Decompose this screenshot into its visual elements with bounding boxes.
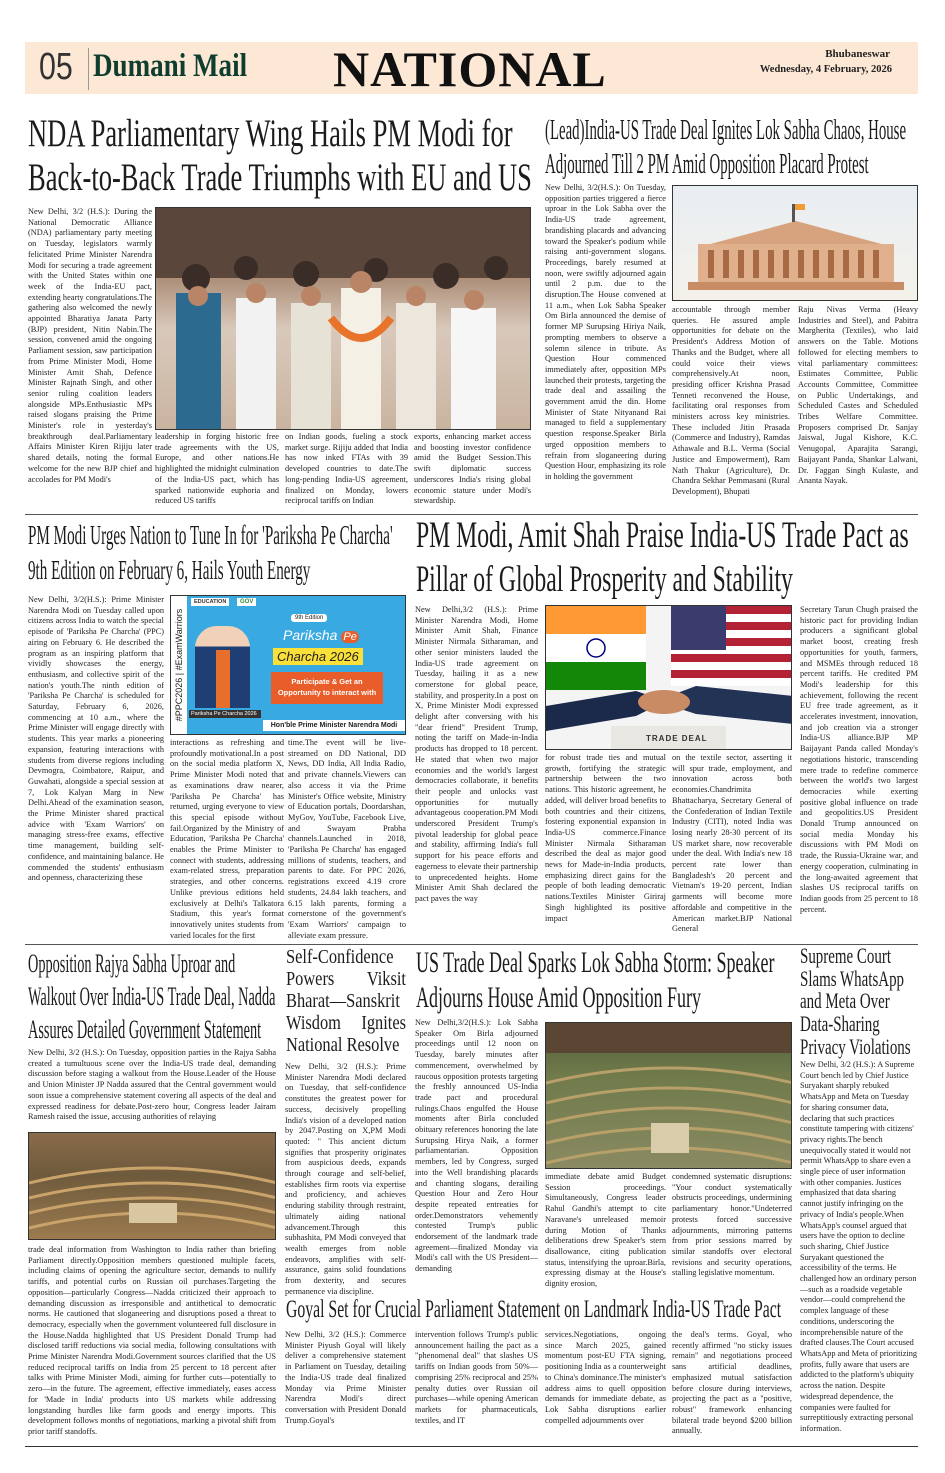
headline-supreme-court bbox=[800, 945, 918, 1058]
banner-cta: Participate & Get an Opportunity to interact with bbox=[271, 672, 383, 704]
headline-lok-sabha-storm bbox=[416, 946, 792, 1015]
banner-pm-name: Hon'ble Prime Minister Narendra Modi bbox=[263, 720, 405, 731]
headline-text: NDA Parliamentary Wing Hails PM Modi for Back-to-Back Trade Triumphs with EU and US bbox=[28, 112, 532, 199]
headline-text: US Trade Deal Sparks Lok Sabha Storm: Speaker Adjourns House Amid Opposition Fury bbox=[416, 946, 775, 1014]
edition-date: Wednesday, 4 February, 2026 bbox=[759, 64, 892, 75]
banner-title-pe: Pe bbox=[343, 631, 357, 643]
headline-rajya-sabha bbox=[28, 947, 276, 1046]
article-text: accountable through member queries. He assured ample opportunities for debate on the President's Address Motion of Thanks and the Budget, where all could voice their views comprehensively.At noon, presiding officer Krishna Prasad Tenneti reconvened the House, facilitating oral responses from ministers across key ministries. These included Jitin Prasada (Commerce and Industry), Ramdas Athawale and B.L. Verma (Social Justice and Empowerment), Ram Nath Thakur (Agriculture), Dr. Chandra Sekhar Pemmasani (Rural Development), Bhupati bbox=[672, 305, 790, 496]
article-text: intervention follows Trump's public announcement hailing the pact as a "phenomenal deal" that slashes US tariffs on Indian goods from 50%—comprising 25% reciprocal and 25% penalty duties over Russian oil purchases—while opening American markets for pharmaceuticals, textiles, and IT bbox=[415, 1330, 538, 1425]
headline-text: PM Modi, Amit Shah Praise India-US Trade Pact as Pillar of Global Prosperity and Stability bbox=[416, 515, 909, 601]
banner-title-1: Pariksha bbox=[283, 627, 338, 643]
parliament-illustration bbox=[673, 186, 918, 301]
crowd-illustration bbox=[156, 208, 531, 430]
headline-ppc bbox=[28, 518, 406, 588]
handshake-illustration bbox=[546, 606, 792, 750]
chamber-illustration bbox=[29, 1133, 276, 1240]
ministry-logo: EDUCATION bbox=[191, 598, 229, 606]
section-divider bbox=[25, 944, 918, 945]
article-text: interactions as refreshing and profoundly motivational.In a post on the social media platform X, Prime Minister Modi noted that as examinations draw nearer, 'Pariksha Pe Charcha' has returned, urging everyone to view this special episode without fail.Organized by the Ministry of Education, 'Pariksha Pe Charcha' enables the Prime Minister to connect with students, addressing exam-related stress, preparation strategies, and other concerns. Unlike previous editions held exclusively at Delhi's Talkatora Stadium, this year's format innovatively unites students from varied locales for the first bbox=[170, 738, 284, 940]
photo-nda-meeting bbox=[155, 207, 531, 430]
masthead bbox=[25, 41, 918, 97]
photo-lok-sabha-chamber bbox=[545, 1022, 792, 1169]
pm-portrait bbox=[195, 626, 250, 708]
article-text: New Delhi, 3/2(H.S.): Prime Minister Narendra Modi on Tuesday called upon citizens across India to watch the special episode of 'Pariksha Pe Charcha' (PPC) airing on February 6. He described the program as an inspiring platform that vividly showcases the energy, enthusiasm, and collective spirit of the nation's youth.The ninth edition of 'Pariksha Pe Charcha' is scheduled for Saturday, February 6, 2026, commencing at 10 a.m., where the Prime Minister will engage directly with students. This year marks a pioneering expansion, featuring interactions with students from diverse regions including Devmogra, Coimbatore, Raipur, and Guwahati, alongside a special session at 7, Lok Kalyan Marg in New Delhi.Ahead of the examination season, the Prime Minister shared practical advice with 'Exam Warriors' on managing stress-free exams, effective time management, building self-confidence, and maintaining balance. He commended the students' enthusiasm and openness, characterizing these bbox=[28, 595, 164, 883]
headline-goyal bbox=[286, 1296, 790, 1324]
article-text: immediate debate amid Budget Session proceedings. Simultaneously, Congress leader Rahul Gandhi's attempt to cite Naravane's unreleased memoir during Motion of Thanks deliberations drew Speaker's stern disallowance, citing publication status, intensifying the uproar.Birla, expressing dismay at the House's dignity erosion, bbox=[545, 1172, 666, 1289]
headline-self-confidence bbox=[286, 946, 406, 1056]
banner-caption: Pariksha Pe Charcha 2026 bbox=[189, 710, 261, 718]
article-text: on Indian goods, fueling a stock market surge. Rijiju added that India has now inked FTAs with 39 developed countries to date.The long-pending India-US agreement, finalized on Monday, lowers reciprocal tariffs on Indian bbox=[285, 432, 408, 506]
article-text: New Delhi, 3/2 (H.S.): During the National Democratic Alliance (NDA) parliamentary party meeting on Tuesday, legislators warmly felicitated Prime Minister Narendra Modi for securing a trade agreement with the United States within one week of the India-EU pact, extending hearty congratulations.The gathering also welcomed the newly appointed Bharatiya Janata Party (BJP) president, Nitin Nabin.The session, convened amid the ongoing Parliament session, saw participation from Prime Minister Modi, Home Minister Amit Shah, Defence Minister Rajnath Singh, and other senior ruling coalition leaders alongside MPs.Enthusiastic MPs raised slogans praising the Prime Minister's role in yesterday's breakthrough deal.Parliamentary Affairs Minister Kiren Rijiju later shared details, noting the formal welcome for the new BJP chief and accolades for PM Modi's bbox=[28, 207, 152, 484]
trade-deal-label: TRADE DEAL bbox=[646, 734, 708, 743]
article-text: New Delhi, 3/2 (H.S.): Commerce Minister Piyush Goyal will likely deliver a comprehensive statement in Parliament on Tuesday, detailing the India-US trade deal finalized Monday via Prime Minister Narendra Modi's direct conversation with President Donald Trump.Goyal's bbox=[285, 1330, 406, 1425]
bottom-rule bbox=[25, 1446, 918, 1447]
article-text: services.Negotiations, ongoing since March 2025, gained momentum post-EU FTA signing, positioning India as a counterweight to China's dominance.The minister's address aims to quell opposition demands for immediate debate, as Lok Sabha disruptions earlier compelled adjournments over bbox=[545, 1330, 666, 1425]
page-number: 05 bbox=[39, 46, 73, 88]
article-text: trade deal information from Washington to India rather than briefing Parliament directly.Opposition members questioned multiple facets, including claims of opening the agriculture sector, demands to nullify tariffs, and potential curbs on Russian oil purchases.Targeting the opposition—particularly Congress—Nadda criticized their approach to demanding discussion as irresponsible and antithetical to democratic norms. He cautioned that sloganeering and disruptions posed a threat to democracy, especially when the government volunteered full disclosure in the House.Nadda highlighted that US President Donald Trump had disclosed tariff reductions via social media, following consultations with Prime Minister Narendra Modi.Government sources clarified that the US reduced reciprocal tariffs on India from 25 percent to 18 percent after talks with Prime Minister Modi, aiming for further cuts—potentially to zero—in the future. The agreement, effective immediately, eases access for 'Made in India' products into US markets while addressing longstanding hurdles like farm goods and energy imports. This development follows months of negotiations, marking a pivotal shift from prior tariff standoffs. bbox=[28, 1245, 276, 1436]
headline-text: Goyal Set for Crucial Parliament Statement on Landmark India-US Trade Pact bbox=[286, 1296, 782, 1323]
article-text: the deal's terms. Goyal, who recently affirmed "no sticky issues remain" and negotiations proceed sans artificial deadlines, emphasized mutual satisfaction before closure during interviews, projecting the pact as a "positive, robust" framework enhancing bilateral trade beyond $200 billion annually. bbox=[672, 1330, 792, 1436]
edition-city: Bhubaneswar bbox=[825, 48, 890, 60]
chamber-illustration bbox=[546, 1023, 792, 1169]
article-text: exports, enhancing market access and boosting investor confidence amid the Budget Session.This swift diplomatic success underscores India's rising global economic stature under Modi's stewardship. bbox=[414, 432, 531, 506]
article-text: leadership in forging historic free trade agreements with the US, Europe, and other nations.He highlighted the midnight culmination of the India-US pact, which has sparked nationwide euphoria and reduced US tariffs bbox=[155, 432, 279, 506]
article-text: on the textile sector, asserting it will spur trade, employment, and innovation across both economies.Chandrimita Bhattacharya, Secretary General of the Confederation of Indian Textile Industry (CITI), noted India was losing nearly 28-30 percent of its US market share, now recoverable under the deal. With India's new 18 percent rate lower than Bangladesh's 20 percent and Vietnam's 19-20 percent, Indian garments will become more affordable and competitive in the American market.BJP National General bbox=[672, 753, 792, 934]
photo-parliament-building bbox=[672, 185, 918, 301]
article-text: New Delhi,3/2(H.S.): Lok Sabha Speaker Om Birla adjourned proceedings until 12 noon on Tuesday, barely minutes after commencement, overwhelmed by raucous opposition protests targeting the freshly announced US-India trade pact and procedural rulings.Chaos engulfed the House moments after Birla concluded obituary references honoring the late Surupsing Hirya Naik, a former parliamentarian. Opposition members, led by Congress, surged into the Well brandishing placards and chanting slogans, derailing Question Hour and Zero Hour despite repeated entreaties for order.Demonstrators vehemently contested Trump's public endorsement of the landmark trade agreement—finalized Monday via Modi's call with the US President—demanding bbox=[415, 1018, 538, 1274]
banner-hashtags: #PPC2026 | #ExamWarriors bbox=[174, 608, 184, 722]
article-text: Secretary Tarun Chugh praised the historic pact for providing Indian producers a significant global market boost, creating fresh opportunities for youth, farmers, and MSMEs through reduced 18 percent tariffs. He credited PM Modi's leadership for this achievement, following the recent EU free trade agreement, as it accelerates investment, innovation, and job creation via a stronger India-US alliance.BJP MP Baijayant Panda called Monday's negotiations historic, transcending mere trade to redefine commerce between the world's two largest democracies while exerting positive global influence on trade and geopolitics.US President Donald Trump announced on social media Monday his discussions with PM Modi on trade, the Russia-Ukraine war, and energy cooperation, culminating in the long-awaited agreement that slashes US reciprocal tariffs on Indian goods from 25 percent to 18 percent. bbox=[800, 605, 918, 914]
ppc-banner-image bbox=[170, 595, 406, 735]
headline-text: Opposition Rajya Sabha Uproar and Walkout Over India-US Trade Deal, Nadda Assures Detailed Government Statement bbox=[28, 949, 276, 1045]
headline-text: PM Modi Urges Nation to Tune In for 'Pariksha Pe Charcha' 9th Edition on February 6, Hails Youth Energy bbox=[28, 520, 393, 586]
article-text: condemned systematic disruptions: "Your conduct systematically obstructs proceedings, undermining parliamentary honor."Undeterred protests forced successive adjournments, mirroring patterns from prior sessions marred by similar standoffs over electoral revisions and security operations, stalling legislative momentum. bbox=[672, 1172, 792, 1278]
article-text: New Delhi, 3/2 (H.S.): Prime Minister Narendra Modi declared on Tuesday, that self-confidence constitutes the greatest power for success, decisively propelling India's vision of a developed nation by 2047.Posting on X,PM Modi quoted: " This ancient dictum signifies that prosperity originates from auspicious deeds, expands through courage and self-belief, establishes firm roots via expertise and proficiency, and achieves enduring stability through restraint, ultimately aiding national advancement.Through this subhashita, PM Modi conveyed that wealth emerges from noble endeavors, amplifies with self-assurance, gains solid foundations from dexterity, and secures permanence via discipline. bbox=[285, 1062, 406, 1296]
headline-lok-sabha bbox=[545, 114, 918, 181]
masthead-divider bbox=[88, 48, 89, 90]
photo-handshake bbox=[545, 605, 792, 750]
article-text: New Delhi, 3/2 (H.S.): A Supreme Court bench led by Chief Justice Suryakant sharply rebuked WhatsApp and Meta on Tuesday for sharing consumer data, declaring that such practices constitute tampering with citizens' privacy rights.The bench unequivocally stated it would not permit WhatsApp to share even a single piece of user information with other companies. Justices emphasized that data sharing cannot justify infringing on the privacy of India's people.When WhatsApp's counsel argued that users have the option to decline such sharing, Chief Justice Suryakant questioned the accessibility of the terms. He challenged how an ordinary person—such as a roadside vegetable vendor—could comprehend the complex language of these conditions, underscoring the incomprehensible nature of the drafted clauses.The Court accused WhatsApp and Meta of prioritizing profits, fully aware that users are addicted to the platform's ubiquity across the nation. Despite widespread dependence, the companies were faulted for surreptitiously extracting personal information. bbox=[800, 1060, 918, 1433]
headline-nda bbox=[28, 112, 533, 199]
headline-praise bbox=[416, 514, 918, 603]
article-text: New Delhi,3/2 (H.S.): Prime Minister Narendra Modi, Home Minister Amit Shah, Finance Minister Nirmala Sitharaman, and other senior ministers lauded the India-US trade agreement on Tuesday, hailing it as a new cornerstone for global peace, stability, and prosperity.In a post on X, Prime Minister Modi expressed delight after conversing with his "dear friend" President Trump, noting the tariff on Made-in-India products has dropped to 18 percent. He stated that when two major economies and the world's largest democracies collaborate, it benefits their people and unlocks vast opportunities for mutually advantageous cooperation.PM Modi underscored President Trump's pivotal leadership for global peace and stability, affirming India's full support for his peace efforts and eagerness to elevate their partnership to unprecedented heights. Home Minister Amit Shah declared the pact paves the way bbox=[415, 605, 538, 903]
headline-text: Self-Confidence Powers Viksit Bharat—Sanskrit Wisdom Ignites National Resolve bbox=[286, 946, 406, 1056]
article-text: time.The event will be live-streamed on DD National, DD News, DD India, All India Radio, and private channels.Viewers can also access it via the Prime Minister's Office website, Ministry of Education portals, Doordarshan, MyGov, YouTube, Facebook Live, and Swayam Prabha channels.Launched in 2018, 'Pariksha Pe Charcha' has engaged millions of students, teachers, and parents to date. For PPC 2026, registrations exceed 4.19 crore students, 24.84 lakh teachers, and 6.15 lakh parents, forming a cornerstone of the government's 'Exam Warriors' campaign to alleviate exam pressure. bbox=[288, 738, 406, 940]
article-text: New Delhi, 3/2 (H.S.): On Tuesday, opposition parties in the Rajya Sabha created a tumultuous scene over the India-US trade deal, demanding discussion before staging a walkout from the House.Leader of the House and Union Minister JP Nadda assured that the Central government would soon issue a comprehensive statement covering all aspects of the deal and expressed readiness for debate.Post-zero hour, Congress leader Jairam Ramesh raised the issue, accusing authorities of relaying bbox=[28, 1048, 276, 1122]
article-text: for robust trade ties and mutual growth, fortifying the strategic partnership between the two nations. This historic agreement, he added, will deliver broad benefits to both countries and their citizens, fostering exponential expansion in India-US commerce.Finance Minister Nirmala Sitharaman described the deal as major good news for Made-in-India products, emphasizing direct gains for the people of both leading democratic nations.Textiles Minister Giriraj Singh highlighted its positive impact bbox=[545, 753, 666, 923]
article-text: New Delhi, 3/2(H.S.): On Tuesday, opposition parties triggered a fierce uproar in the Lok Sabha over the India-US trade agreement, brandishing placards and advancing toward the Speaker's podium while raising anti-government slogans. Proceedings, barely resumed at noon, were swiftly adjourned again until 2 p.m. due to the disruption.The House convened at 11 a.m., when Lok Sabha Speaker Om Birla announced the demise of former MP Surupsing Hiriya Naik, prompting members to observe a solemn silence in tribute. As Question Hour commenced immediately after, opposition MPs launched their protests, targeting the trade deal and assailing the government amid the din. Home Minister of State Nityanand Rai managed to field a supplementary question response.Speaker Birla urged opposition members to refrain from sloganeering during Question Hour, emphasizing its role in holding the government bbox=[545, 183, 666, 481]
mygov-logo: GOV bbox=[237, 598, 256, 606]
section-title: NATIONAL bbox=[333, 41, 607, 97]
edition-tag: 9th Edition bbox=[291, 614, 327, 622]
headline-text: (Lead)India-US Trade Deal Ignites Lok Sabha Chaos, House Adjourned Till 2 PM Amid Opposition Placard Protest bbox=[545, 115, 907, 180]
banner-title-2: Charcha 2026 bbox=[273, 648, 363, 665]
paper-name: Dumani Mail bbox=[93, 48, 248, 84]
headline-text: Supreme Court Slams WhatsApp and Meta Over Data-Sharing Privacy Violations bbox=[800, 943, 911, 1059]
article-text: Raju Nivas Verma (Heavy Industries and Steel), and Pabitra Margherita (Textiles), who laid answers on the Table. Motions followed for electing members to vital parliamentary committees: Estimates Committee, Public Accounts Committee, Committee on Public Undertakings, and Scheduled Castes and Scheduled Tribes Welfare Committee. Proposers comprised Dr. Sanjay Jaiswal, Jugal Kishore, K.C. Venugopal, Aparajita Sarangi, Baijayant Panda, Shankar Lalwani, Dr. Faggan Singh Kulaste, and Ananta Nayak. bbox=[798, 305, 918, 486]
banner-title bbox=[283, 627, 359, 643]
photo-rajya-sabha bbox=[28, 1132, 276, 1240]
